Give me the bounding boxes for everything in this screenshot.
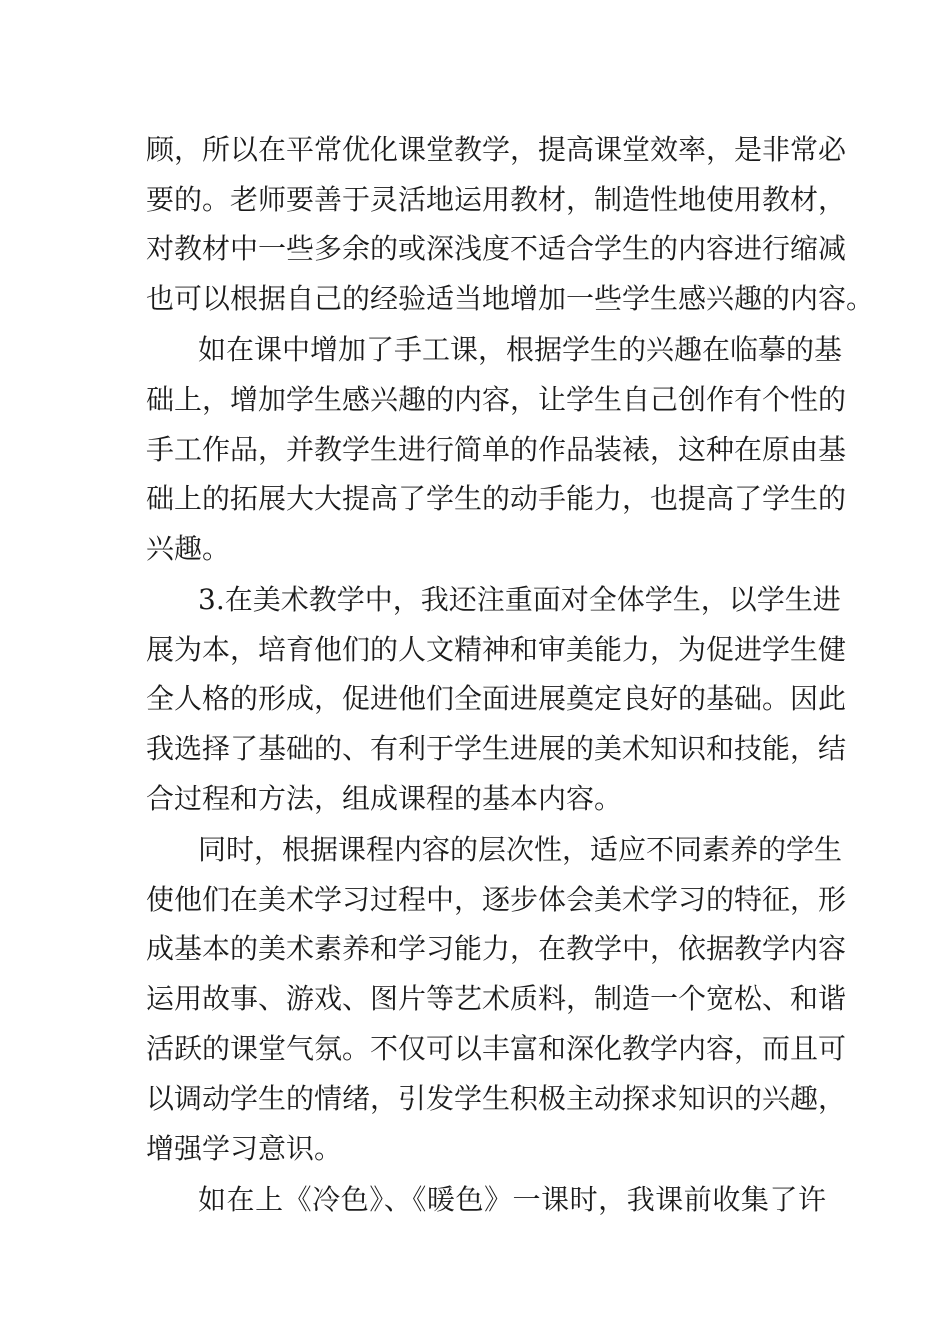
text-line: 展为本，培育他们的人文精神和审美能力，为促进学生健 — [146, 633, 847, 666]
text-line: 成基本的美术素养和学习能力，在教学中，依据教学内容 — [146, 932, 847, 965]
text-line: 也可以根据自己的经验适当地增加一些学生感兴趣的内容。 — [146, 282, 875, 315]
text-line: 我选择了基础的、有利于学生进展的美术知识和技能，结 — [146, 732, 847, 765]
text-line: 合过程和方法，组成课程的基本内容。 — [146, 782, 623, 815]
text-line: 兴趣。 — [146, 532, 231, 565]
text-line: 础上，增加学生感兴趣的内容，让学生自己创作有个性的 — [146, 383, 847, 416]
paragraph-first-line: 如在上《冷色》、《暖色》一课时，我课前收集了许 — [198, 1183, 826, 1216]
text-line: 以调动学生的情绪，引发学生积极主动探求知识的兴趣， — [146, 1082, 847, 1115]
text-line: 顾，所以在平常优化课堂教学，提高课堂效率，是非常必 — [146, 133, 847, 166]
text-line: 要的。老师要善于灵活地运用教材，制造性地使用教材， — [146, 183, 847, 216]
text-line: 全人格的形成，促进他们全面进展奠定良好的基础。因此 — [146, 682, 847, 715]
paragraph-first-line: 如在课中增加了手工课，根据学生的兴趣在临摹的基 — [198, 333, 843, 366]
text-line: 使他们在美术学习过程中，逐步体会美术学习的特征，形 — [146, 883, 847, 916]
text-line: 增强学习意识。 — [146, 1132, 343, 1165]
paragraph-first-line: 3.在美术教学中，我还注重面对全体学生，以学生进 — [198, 583, 841, 616]
paragraph-first-line: 同时，根据课程内容的层次性，适应不同素养的学生 — [198, 833, 843, 866]
text-line: 活跃的课堂气氛。不仅可以丰富和深化教学内容，而且可 — [146, 1032, 847, 1065]
text-line: 运用故事、游戏、图片等艺术质料，制造一个宽松、和谐 — [146, 982, 847, 1015]
text-line: 础上的拓展大大提高了学生的动手能力，也提高了学生的 — [146, 482, 847, 515]
text-line: 对教材中一些多余的或深浅度不适合学生的内容进行缩减 — [146, 232, 847, 265]
text-line: 手工作品，并教学生进行简单的作品装裱，这种在原由基 — [146, 433, 847, 466]
